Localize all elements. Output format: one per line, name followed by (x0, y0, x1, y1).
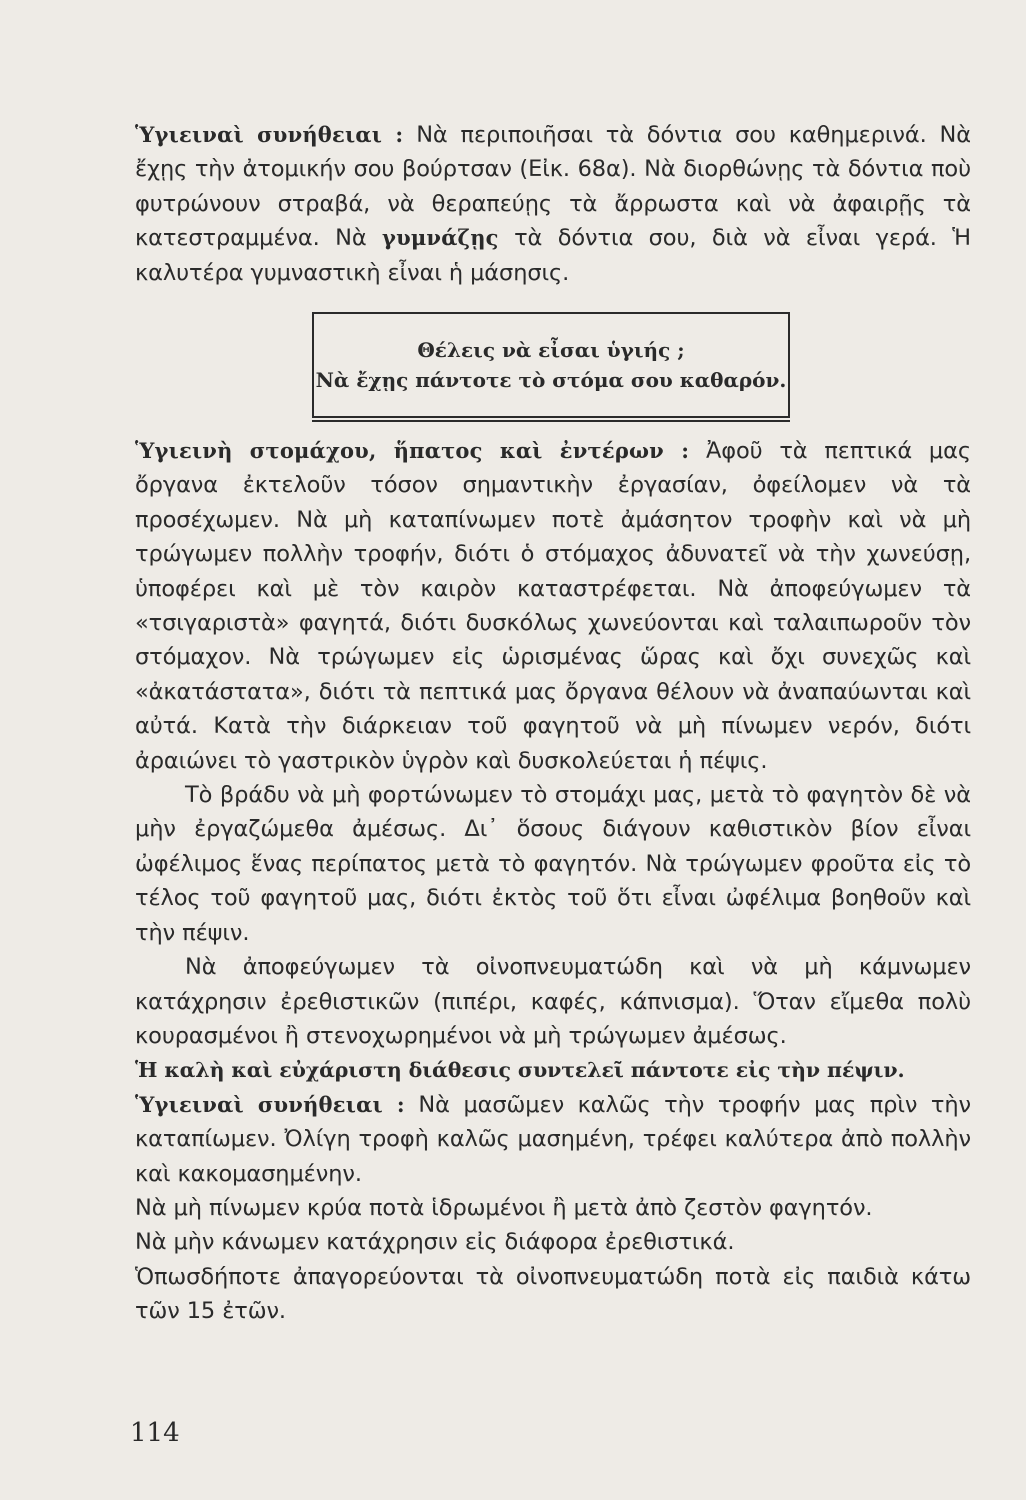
habits-text: Νὰ μασῶμεν καλῶς τὴν τροφήν μας πρὶν τὴν καταπίωμεν. Ὀλίγη τροφὴ καλῶς μασημένη, τρέφει καλύτερα ἀπὸ πολλὴν καὶ κακομασημένην. (135, 1091, 972, 1187)
intro-emphasis: γυμνάζῃς (382, 225, 499, 251)
intro-paragraph (135, 118, 971, 290)
avoid-paragraph: Νὰ ἀποφεύγωμεν τὰ οἰνοπνευματώδη καὶ νὰ μὴ κάμνωμεν κατάχρησιν ἐρεθιστικῶν (πιπέρι, καφές, κάπνισμα). Ὅταν εἴμεθα πολὺ κουρασμένοι ἢ στενοχωρημένοι νὰ μὴ τρώγωμεν ἀμέσως. (135, 954, 971, 1049)
callout-line-1: Θέλεις νὰ εἶσαι ὑγιής ; (417, 338, 685, 362)
section-lead: Ὑγιεινὴ στομάχου, ἥπατος καὶ ἐντέρων : (135, 438, 690, 463)
intro-text: Νὰ περιποιῆσαι τὰ δόντια σου καθημερινά. Νὰ ἔχῃς τὴν ἀτομικήν σου βούρτσαν (Εἰκ. 68α). Νὰ διορθώνῃς τὰ δόντια ποὺ φυτρώνουν στραβά, νὰ θεραπεύῃς τὰ ἄρρωστα καὶ νὰ ἀφαιρῇς τὰ κατεστραμμένα. Νὰ (135, 122, 972, 252)
intro-text-2: τὰ δόντια σου, διὰ νὰ εἶναι γερά. Ἡ καλυτέρα γυμναστικὴ εἶναι ἡ μάσησις. (135, 225, 971, 286)
mood-statement: Ἡ καλὴ καὶ εὐχάριστη διάθεσις συντελεῖ πάντοτε εἰς τὴν πέψιν. (135, 1058, 905, 1083)
habits-paragraph (135, 1088, 971, 1191)
rule-3: Ὁπωσδήποτε ἀπαγορεύονται τὰ οἰνοπνευματώδη ποτὰ εἰς παιδιὰ κάτω τῶν 15 ἐτῶν. (135, 1263, 971, 1325)
rule-1: Νὰ μὴ πίνωμεν κρύα ποτὰ ἱδρωμένοι ἢ μετὰ ἀπὸ ζεστὸν φαγητόν. (135, 1194, 873, 1221)
main-text (135, 434, 971, 1329)
evening-paragraph: Τὸ βράδυ νὰ μὴ φορτώνωμεν τὸ στομάχι μας, μετὰ τὸ φαγητὸν δὲ νὰ μὴν ἐργαζώμεθα ἀμέσως. Δι᾿ ὅσους διάγουν καθιστικὸν βίον εἶναι ὠφέλιμος ἕνας περίπατος μετὰ τὸ φαγητόν. Νὰ τρώγωμεν φροῦτα εἰς τὸ τέλος τοῦ φαγητοῦ μας, διότι ἐκτὸς τοῦ ὅτι εἶναι ὠφέλιμα βοηθοῦν καὶ τὴν πέψιν. (135, 782, 971, 946)
habits-lead: Ὑγιειναὶ συνήθειαι : (135, 1091, 405, 1117)
page-number: 114 (130, 1418, 180, 1448)
rule-2: Νὰ μὴν κάνωμεν κατάχρησιν εἰς διάφορα ἐρεθιστικά. (135, 1229, 735, 1256)
section-paragraph (135, 434, 971, 778)
callout-box (312, 312, 790, 418)
intro-lead: Ὑγιειναὶ συνήθειαι : (135, 122, 404, 147)
callout-line-2: Νὰ ἔχῃς πάντοτε τὸ στόμα σου καθαρόν. (315, 368, 787, 392)
section-text: Ἀφοῦ τὰ πεπτικά μας ὄργανα ἐκτελοῦν τόσον σημαντικὴν ἐργασίαν, ὀφείλομεν νὰ τὰ προσέχωμεν. Νὰ μὴ καταπίνωμεν ποτὲ ἀμάσητον τροφὴν καὶ νὰ μὴ τρώγωμεν πολλὴν τροφήν, διότι ὁ στόμαχος ἀδυνατεῖ νὰ τὴν χωνεύσῃ, ὑποφέρει καὶ μὲ τὸν καιρὸν καταστρέφεται. Νὰ ἀποφεύγωμεν τὰ «τσιγαριστὰ» φαγητά, διότι δυσκόλως χωνεύονται καὶ ταλαιπωροῦν τὸν στόμαχον. Νὰ τρώγωμεν εἰς ὡρισμένας ὥρας καὶ ὄχι συνεχῶς καὶ «ἀκατάστατα», διότι τὰ πεπτικά μας ὄργανα θέλουν νὰ ἀναπαύωνται καὶ αὐτά. Κατὰ τὴν διάρκειαν τοῦ φαγητοῦ νὰ μὴ πίνωμεν νερόν, διότι ἀραιώνει τὸ γαστρικὸν ὑγρὸν καὶ δυσκολεύεται ἡ πέψις. (135, 438, 971, 774)
callout-underline (312, 420, 790, 422)
